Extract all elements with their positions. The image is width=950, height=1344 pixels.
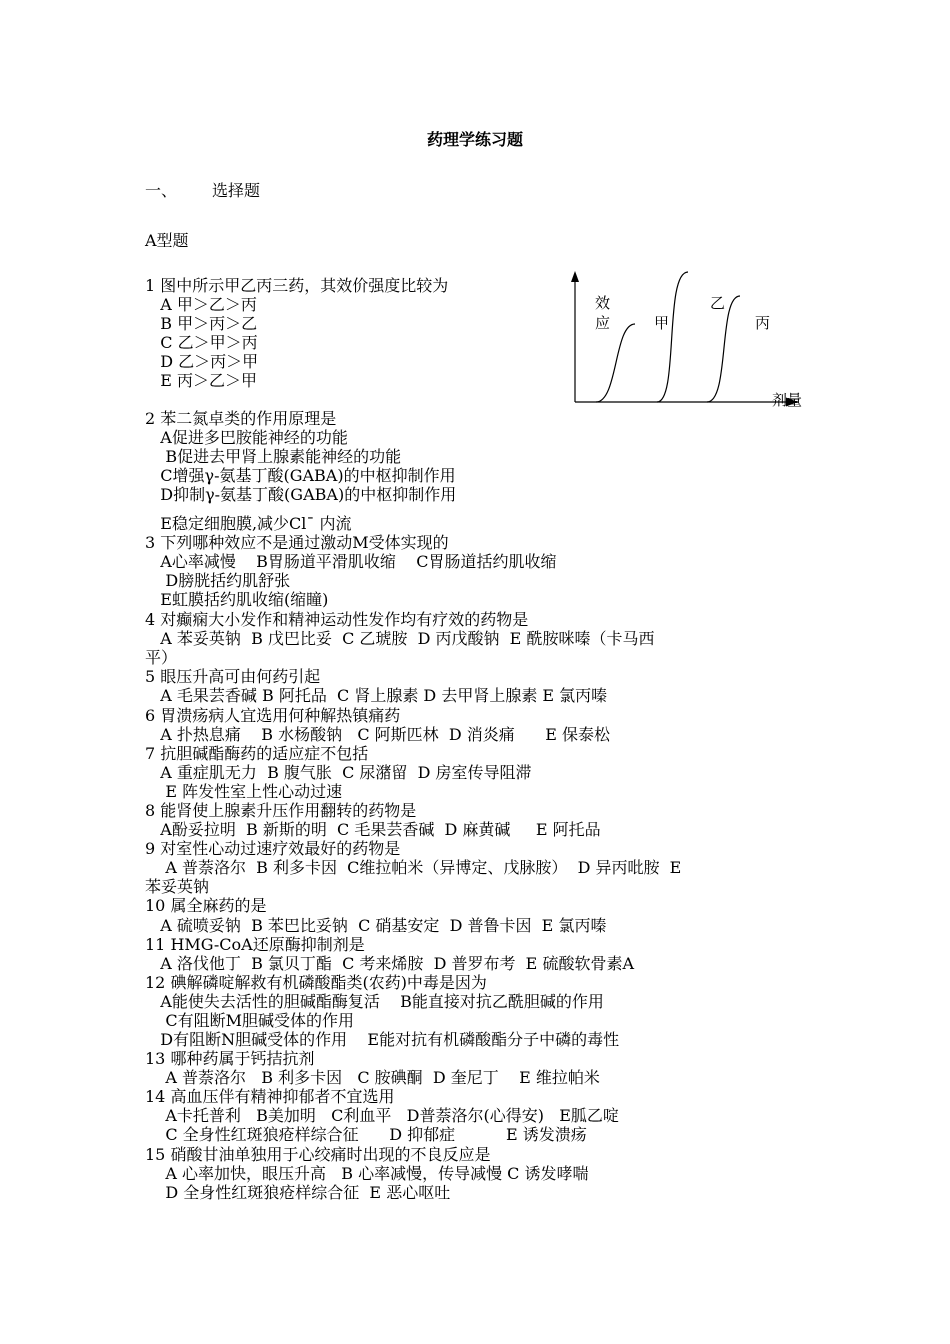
question-line: A促进多巴胺能神经的功能	[145, 428, 348, 447]
question-line: A 甲＞乙＞丙	[145, 295, 257, 314]
question-line: A酚妥拉明 B 新斯的明 C 毛果芸香碱 D 麻黄碱 E 阿托品	[145, 820, 601, 839]
question-line: D 全身性红斑狼疮样综合征 E 恶心呕吐	[145, 1183, 451, 1202]
question-line: A 洛伐他丁 B 氯贝丁酯 C 考来烯胺 D 普罗布考 E 硫酸软骨素A	[145, 954, 634, 973]
question-line: D 乙＞丙＞甲	[145, 352, 259, 371]
question-line: 12 碘解磷啶解救有机磷酸酯类(农药)中毒是因为	[145, 973, 487, 992]
question-line: 平）	[145, 648, 178, 667]
question-line: 10 属全麻药的是	[145, 896, 267, 915]
page-title: 药理学练习题	[426, 130, 523, 149]
curve-label-bing: 丙	[755, 314, 771, 332]
question-line: C有阻断M胆碱受体的作用	[145, 1011, 354, 1030]
question-line: A 硫喷妥钠 B 苯巴比妥钠 C 硝基安定 D 普鲁卡因 E 氯丙嗪	[145, 916, 607, 935]
question-line: A卡托普利 B美加明 C利血平 D普萘洛尔(心得安) E胍乙啶	[145, 1106, 619, 1125]
question-line: 5 眼压升高可由何药引起	[145, 667, 321, 686]
question-line: C 乙＞甲＞丙	[145, 333, 258, 352]
question-line: 11 HMG-CoA还原酶抑制剂是	[145, 935, 365, 954]
question-type-heading: A型题	[145, 231, 189, 250]
question-line: B促进去甲肾上腺素能神经的功能	[145, 447, 402, 466]
question-line: B 甲＞丙＞乙	[145, 314, 258, 333]
question-line: E 丙＞乙＞甲	[145, 371, 258, 390]
question-line: C增强γ-氨基丁酸(GABA)的中枢抑制作用	[145, 466, 456, 485]
curve-yi	[657, 272, 688, 402]
question-line: E稳定细胞膜,减少Cl¯ 内流	[145, 514, 352, 533]
section-number: 一、	[145, 181, 178, 200]
ylabel-bottom: 应	[595, 314, 611, 332]
question-line: E虹膜括约肌收缩(缩瞳)	[145, 590, 329, 609]
question-line: 9 对室性心动过速疗效最好的药物是	[145, 839, 401, 858]
question-line: A 毛果芸香碱 B 阿托品 C 肾上腺素 D 去甲肾上腺素 E 氯丙嗪	[145, 686, 608, 705]
question-line: 4 对癫痫大小发作和精神运动性发作均有疗效的药物是	[145, 610, 529, 629]
question-line: A 扑热息痛 B 水杨酸钠 C 阿斯匹林 D 消炎痛 E 保泰松	[145, 725, 611, 744]
question-line: A能使失去活性的胆碱酯酶复活 B能直接对抗乙酰胆碱的作用	[145, 992, 604, 1011]
question-line: 15 硝酸甘油单独用于心绞痛时出现的不良反应是	[145, 1145, 491, 1164]
ylabel-top: 效	[595, 294, 611, 312]
question-line: 7 抗胆碱酯酶药的适应症不包括	[145, 744, 369, 763]
question-line: 6 胃溃疡病人宜选用何种解热镇痛药	[145, 706, 401, 725]
question-line: 8 能肾使上腺素升压作用翻转的药物是	[145, 801, 417, 820]
question-line: 14 高血压伴有精神抑郁者不宜选用	[145, 1087, 395, 1106]
question-line: 1 图中所示甲乙丙三药，其效价强度比较为	[145, 276, 449, 295]
question-line: 2 苯二氮卓类的作用原理是	[145, 409, 337, 428]
question-line: 苯妥英钠	[145, 877, 210, 896]
curve-label-yi: 乙	[710, 294, 726, 312]
question-line: D抑制γ-氨基丁酸(GABA)的中枢抑制作用	[145, 485, 457, 504]
question-line: A 苯妥英钠 B 戊巴比妥 C 乙琥胺 D 丙戊酸钠 E 酰胺咪嗪（卡马西	[145, 629, 655, 648]
curve-label-jia: 甲	[654, 314, 670, 332]
question-line: C 全身性红斑狼疮样综合征 D 抑郁症 E 诱发溃疡	[145, 1125, 587, 1144]
question-line: 13 哪种药属于钙拮抗剂	[145, 1049, 315, 1068]
question-line: D有阻断N胆碱受体的作用 E能对抗有机磷酸酯分子中磷的毒性	[145, 1030, 620, 1049]
xlabel: 剂量	[772, 391, 803, 409]
question-line: D膀胱括约肌舒张	[145, 571, 291, 590]
question-line: A心率减慢 B胃肠道平滑肌收缩 C胃肠道括约肌收缩	[145, 552, 557, 571]
question-line: A 普萘洛尔 B 利多卡因 C 胺碘酮 D 奎尼丁 E 维拉帕米	[145, 1068, 600, 1087]
question-line: A 心率加快，眼压升高 B 心率减慢，传导减慢 C 诱发哮喘	[145, 1164, 589, 1183]
section-title: 选择题	[212, 181, 261, 200]
question-line: E 阵发性室上性心动过速	[145, 782, 343, 801]
question-line: A 重症肌无力 B 腹气胀 C 尿潴留 D 房室传导阻滞	[145, 763, 532, 782]
question-line: A 普萘洛尔 B 利多卡因 C维拉帕米（异博定、戊脉胺） D 异丙吡胺 E	[145, 858, 682, 877]
curve-jia	[596, 324, 635, 402]
y-axis-arrow	[571, 271, 579, 282]
question-line: 3 下列哪种效应不是通过激动M受体实现的	[145, 533, 449, 552]
dose-response-figure	[560, 268, 820, 413]
